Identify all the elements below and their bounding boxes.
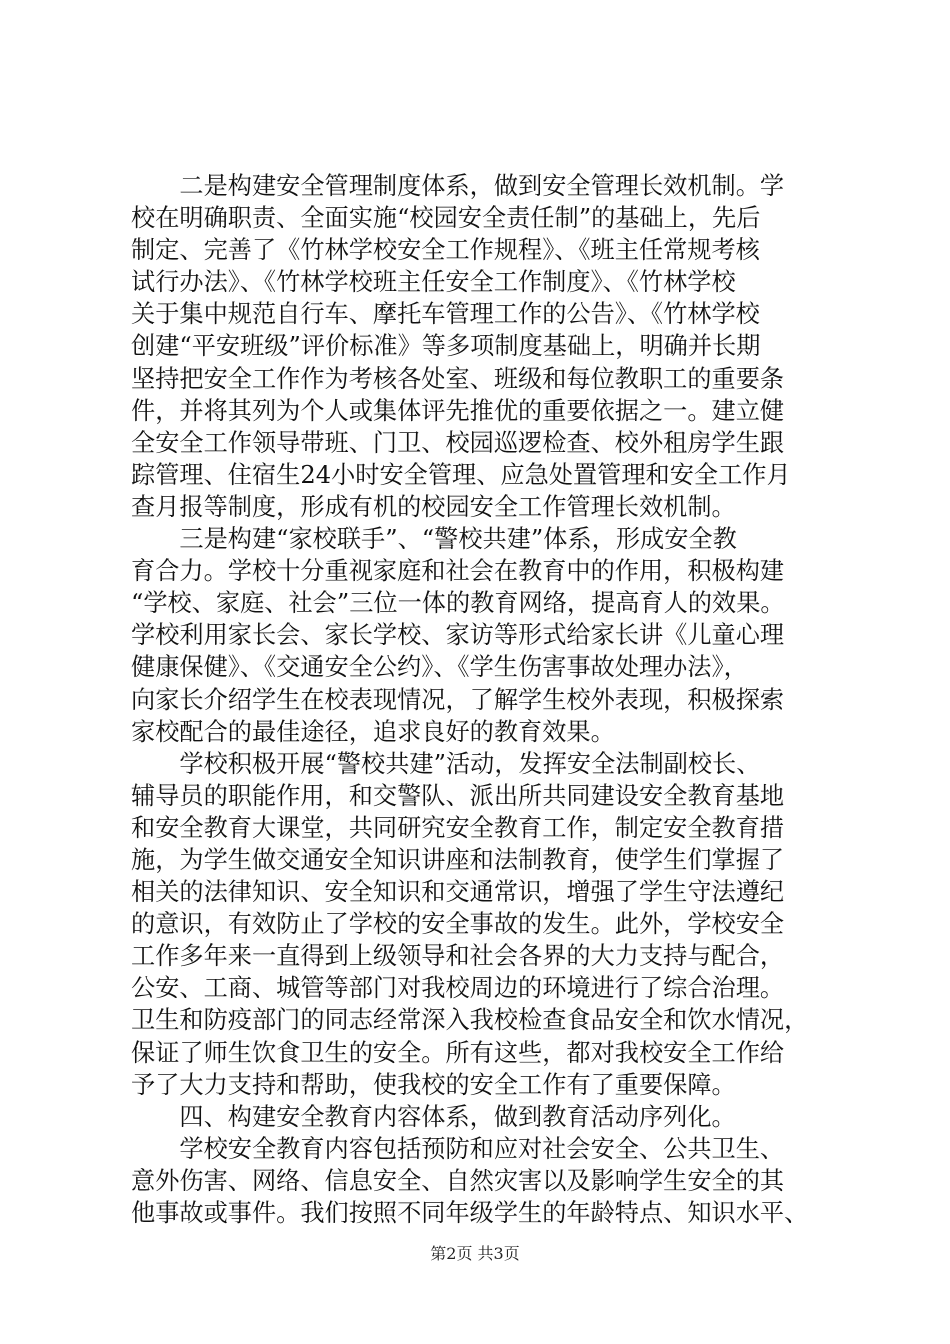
text-line: 学校利用家长会、家长学校、家访等形式给家长讲《儿童心理 — [131, 621, 785, 650]
text-line: 公安、工商、城管等部门对我校周边的环境进行了综合治理。 — [131, 974, 785, 1003]
text-line: 相关的法律知识、安全知识和交通常识，增强了学生守法遵纪 — [131, 878, 785, 907]
text-line: 工作多年来一直得到上级领导和社会各界的大力支持与配合， — [131, 942, 785, 971]
text-line: 校在明确职责、全面实施“校园安全责任制”的基础上，先后 — [131, 204, 761, 233]
text-line: 保证了师生饮食卫生的安全。所有这些，都对我校安全工作给 — [131, 1038, 785, 1067]
text-line: 育合力。学校十分重视家庭和社会在教育中的作用，积极构建 — [131, 557, 785, 586]
text-line: 学校安全教育内容包括预防和应对社会安全、公共卫生、 — [131, 1134, 785, 1163]
text-line: 向家长介绍学生在校表现情况，了解学生校外表现，积极探索 — [131, 685, 785, 714]
text-line: 三是构建“家校联手”、“警校共建”体系，形成安全教 — [131, 525, 737, 554]
text-line: “学校、家庭、社会”三位一体的教育网络，提高育人的效果。 — [131, 589, 785, 618]
text-line: 制定、完善了《竹林学校安全工作规程》、《班主任常规考核 — [131, 236, 760, 265]
text-line: 的意识，有效防止了学校的安全事故的发生。此外，学校安全 — [131, 910, 785, 939]
text-line: 他事故或事件。我们按照不同年级学生的年龄特点、知识水平、 — [131, 1199, 809, 1227]
text-line: 二是构建安全管理制度体系，做到安全管理长效机制。学 — [131, 172, 785, 200]
text-line: 关于集中规范自行车、摩托车管理工作的公告》、《竹林学校 — [131, 300, 760, 329]
text-line: 予了大力支持和帮助，使我校的安全工作有了重要保障。 — [131, 1070, 736, 1099]
text-line: 坚持把安全工作作为考核各处室、班级和每位教职工的重要条 — [131, 364, 785, 393]
text-line: 查月报等制度，形成有机的校园安全工作管理长效机制。 — [131, 492, 736, 521]
text-line: 家校配合的最佳途径，追求良好的教育效果。 — [131, 717, 615, 746]
text-line: 意外伤害、网络、信息安全、自然灾害以及影响学生安全的其 — [131, 1166, 785, 1195]
text-line: 踪管理、住宿生24小时安全管理、应急处置管理和安全工作月 — [131, 460, 791, 489]
text-line: 试行办法》、《竹林学校班主任安全工作制度》、《竹林学校 — [131, 268, 736, 297]
text-line: 卫生和防疫部门的同志经常深入我校检查食品安全和饮水情况， — [131, 1006, 809, 1035]
page-number-footer: 第2页 共3页 — [430, 1244, 520, 1263]
text-line: 和安全教育大课堂，共同研究安全教育工作，制定安全教育措 — [131, 813, 785, 842]
text-line: 四、构建安全教育内容体系，做到教育活动序列化。 — [131, 1102, 736, 1131]
text-line: 全安全工作领导带班、门卫、校园巡逻检查、校外租房学生跟 — [131, 428, 785, 457]
text-line: 创建“平安班级”评价标准》等多项制度基础上，明确并长期 — [131, 332, 761, 361]
text-line: 件，并将其列为个人或集体评先推优的重要依据之一。建立健 — [131, 396, 785, 425]
body-text — [131, 170, 831, 1229]
text-line: 健康保健》、《交通安全公约》、《学生伤害事故处理办法》， — [131, 653, 748, 682]
text-line: 辅导员的职能作用，和交警队、派出所共同建设安全教育基地 — [131, 781, 785, 810]
text-line: 施，为学生做交通安全知识讲座和法制教育，使学生们掌握了 — [131, 845, 785, 874]
text-line: 学校积极开展“警校共建”活动，发挥安全法制副校长、 — [131, 749, 761, 778]
